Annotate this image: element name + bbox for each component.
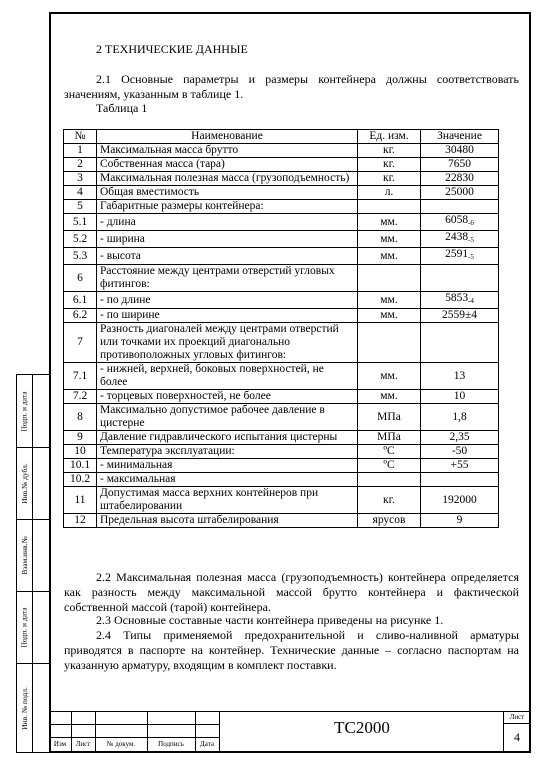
row-value-tolerance: -4 <box>468 297 474 305</box>
row-name: Габаритные размеры контейнера: <box>97 200 358 214</box>
row-number: 10 <box>64 445 97 459</box>
table-header-row <box>64 130 499 144</box>
binding-sidebar <box>16 374 49 753</box>
table-row <box>64 445 499 459</box>
row-number: 6.2 <box>64 309 97 323</box>
row-name: - минимальная <box>97 459 358 473</box>
table-row <box>64 144 499 158</box>
table-row <box>64 473 499 487</box>
row-number: 5.2 <box>64 231 97 248</box>
row-number: 10.1 <box>64 459 97 473</box>
header-number: № <box>64 130 97 144</box>
row-unit: ярусов <box>358 514 421 528</box>
table-row <box>64 200 499 214</box>
table-row <box>64 487 499 514</box>
row-name: Разность диагоналей между центрами отверстий или точками их проекций диагонально противоположных угловых фитингов: <box>97 323 358 363</box>
row-number: 6.1 <box>64 292 97 309</box>
row-unit: МПа <box>358 404 421 431</box>
row-value-main: +55 <box>450 459 469 471</box>
row-value <box>421 390 499 404</box>
row-number: 5 <box>64 200 97 214</box>
table-row <box>64 390 499 404</box>
table-row <box>64 514 499 528</box>
row-name: - по ширине <box>97 309 358 323</box>
row-unit: кг. <box>358 144 421 158</box>
row-name: Максимально допустимое рабочее давление в цистерне <box>97 404 358 431</box>
row-number: 3 <box>64 172 97 186</box>
stamp-label-izm: Изм <box>53 740 67 748</box>
row-number: 8 <box>64 404 97 431</box>
section-heading: 2 ТЕХНИЧЕСКИЕ ДАННЫЕ <box>96 42 248 56</box>
row-value-main: 2438 <box>445 231 469 243</box>
row-value-main: 6058 <box>445 214 469 226</box>
row-value <box>421 172 499 186</box>
document-code: ТС2000 <box>334 718 390 737</box>
sidebar-label-podp-data-1: Подп. и дата <box>20 606 30 648</box>
header-unit: Ед. изм. <box>358 130 421 144</box>
row-value-tolerance: -6 <box>468 219 474 227</box>
row-number: 6 <box>64 265 97 292</box>
row-name: - высота <box>97 248 358 265</box>
header-name: Наименование <box>97 130 358 144</box>
row-name: Температура эксплуатации: <box>97 445 358 459</box>
sheet-label: Лист <box>509 713 525 721</box>
row-value-main: 2,35 <box>449 431 470 443</box>
row-name: Предельная высота штабелирования <box>97 514 358 528</box>
row-unit: мм. <box>358 248 421 265</box>
row-value <box>421 473 499 487</box>
row-number: 2 <box>64 158 97 172</box>
row-name: - длина <box>97 214 358 231</box>
sheet-number: 4 <box>514 730 520 744</box>
row-number: 5.1 <box>64 214 97 231</box>
row-unit: мм. <box>358 363 421 390</box>
row-value-main: 10 <box>453 390 466 402</box>
row-value <box>421 200 499 214</box>
row-unit <box>358 473 421 487</box>
row-value <box>421 459 499 473</box>
row-value-main: 13 <box>453 369 466 382</box>
sidebar-label-vzam-inv: Взам.инв.№ <box>20 535 30 575</box>
row-unit <box>358 323 421 363</box>
row-value-main: 2591 <box>445 248 469 260</box>
row-number: 7 <box>64 323 97 363</box>
row-number: 5.3 <box>64 248 97 265</box>
paragraph-2-4: 2.4 Типы применяемой предохранительной и сливо-наливной арматуры приводятся в паспорте на контейнер. Технические данные – согласно паспортам на указанную арматуру, входящим в комплект поставки. <box>64 628 519 672</box>
row-name: - нижней, верхней, боковых поверхностей, не более <box>97 363 358 390</box>
row-value-main: 192000 <box>442 493 477 506</box>
row-value <box>421 214 499 231</box>
row-value <box>421 323 499 363</box>
row-name: Собственная масса (тара) <box>97 158 358 172</box>
table-row <box>64 404 499 431</box>
table-row <box>64 172 499 186</box>
row-name: Давление гидравлического испытания цистерны <box>97 431 358 445</box>
table-row <box>64 248 499 265</box>
row-unit <box>358 265 421 292</box>
table-row <box>64 214 499 231</box>
table-row <box>64 186 499 200</box>
row-value <box>421 404 499 431</box>
row-name: Допустимая масса верхних контейнеров при штабелировании <box>97 487 358 514</box>
row-value <box>421 487 499 514</box>
paragraph-2-3: 2.3 Основные составные части контейнера приведены на рисунке 1. <box>96 613 444 627</box>
row-unit: мм. <box>358 292 421 309</box>
row-number: 1 <box>64 144 97 158</box>
table-row <box>64 158 499 172</box>
paragraph-2-2: 2.2 Максимальная полезная масса (грузоподъемность) контейнера определяется как разность между максимальной массой брутто контейнера и фактической собственной массой (тарой) контейнера. <box>64 570 519 614</box>
stamp-label-podpis: Подпись <box>158 740 184 748</box>
row-number: 7.1 <box>64 363 97 390</box>
row-name: - максимальная <box>97 473 358 487</box>
row-value-main: 25000 <box>445 186 474 198</box>
row-unit: мм. <box>358 309 421 323</box>
row-unit: мм. <box>358 390 421 404</box>
row-name: Расстояние между центрами отверстий угловых фитингов: <box>97 265 358 292</box>
row-name: - торцевых поверхностей, не более <box>97 390 358 404</box>
row-value-main: 9 <box>456 514 463 526</box>
row-value <box>421 363 499 390</box>
row-value <box>421 514 499 528</box>
row-unit: ºC <box>358 445 421 459</box>
row-number: 7.2 <box>64 390 97 404</box>
row-unit: кг. <box>358 158 421 172</box>
row-value-main: 7650 <box>448 158 471 170</box>
row-name: Максимальная масса брутто <box>97 144 358 158</box>
row-unit: ºC <box>358 459 421 473</box>
paragraph-2-1: 2.1 Основные параметры и размеры контейнера должны соответствовать значениям, указанным в таблице 1. <box>64 72 519 101</box>
row-value <box>421 445 499 459</box>
row-value-main: 1,8 <box>452 410 467 423</box>
row-unit: мм. <box>358 214 421 231</box>
row-value-tolerance: -5 <box>468 253 474 261</box>
row-value <box>421 292 499 309</box>
row-unit: л. <box>358 186 421 200</box>
row-value <box>421 309 499 323</box>
row-value <box>421 231 499 248</box>
table-row <box>64 231 499 248</box>
table-row <box>64 265 499 292</box>
table-row <box>64 363 499 390</box>
row-value-main: 22830 <box>445 172 474 184</box>
sidebar-label-inv-podl: Инв. № подл. <box>20 686 30 730</box>
sidebar-label-inv-dubl: Инв.№ дубл. <box>20 462 29 504</box>
table-row <box>64 459 499 473</box>
row-unit: мм. <box>358 231 421 248</box>
row-unit: МПа <box>358 431 421 445</box>
row-value-main: 30480 <box>445 144 474 156</box>
row-number: 11 <box>64 487 97 514</box>
spec-table <box>63 129 499 528</box>
row-value <box>421 186 499 200</box>
table-row <box>64 292 499 309</box>
row-value-tolerance: -5 <box>468 236 474 244</box>
row-value <box>421 144 499 158</box>
row-value <box>421 431 499 445</box>
table-row <box>64 323 499 363</box>
row-value-main: 5853 <box>445 292 469 304</box>
row-number: 9 <box>64 431 97 445</box>
header-value: Значение <box>421 130 499 144</box>
row-name: Общая вместимость <box>97 186 358 200</box>
row-unit: кг. <box>358 487 421 514</box>
row-name: - по длине <box>97 292 358 309</box>
table-caption: Таблица 1 <box>96 101 148 115</box>
table-row <box>64 309 499 323</box>
row-number: 12 <box>64 514 97 528</box>
row-value-main: -50 <box>451 445 468 457</box>
stamp-label-dokum: № докум. <box>106 740 136 748</box>
row-value <box>421 158 499 172</box>
table-row <box>64 431 499 445</box>
row-name: - ширина <box>97 231 358 248</box>
sidebar-label-podp-data-2: Подп. и дата <box>20 390 30 432</box>
stamp-label-data: Дата <box>200 740 214 748</box>
row-value <box>421 248 499 265</box>
row-number: 4 <box>64 186 97 200</box>
title-block <box>49 711 531 753</box>
row-unit <box>358 200 421 214</box>
row-unit: кг. <box>358 172 421 186</box>
row-name: Максимальная полезная масса (грузоподъемность) <box>97 172 358 186</box>
stamp-label-list: Лист <box>75 740 91 748</box>
row-value <box>421 265 499 292</box>
row-number: 10.2 <box>64 473 97 487</box>
row-value-main: 2559±4 <box>441 309 478 321</box>
